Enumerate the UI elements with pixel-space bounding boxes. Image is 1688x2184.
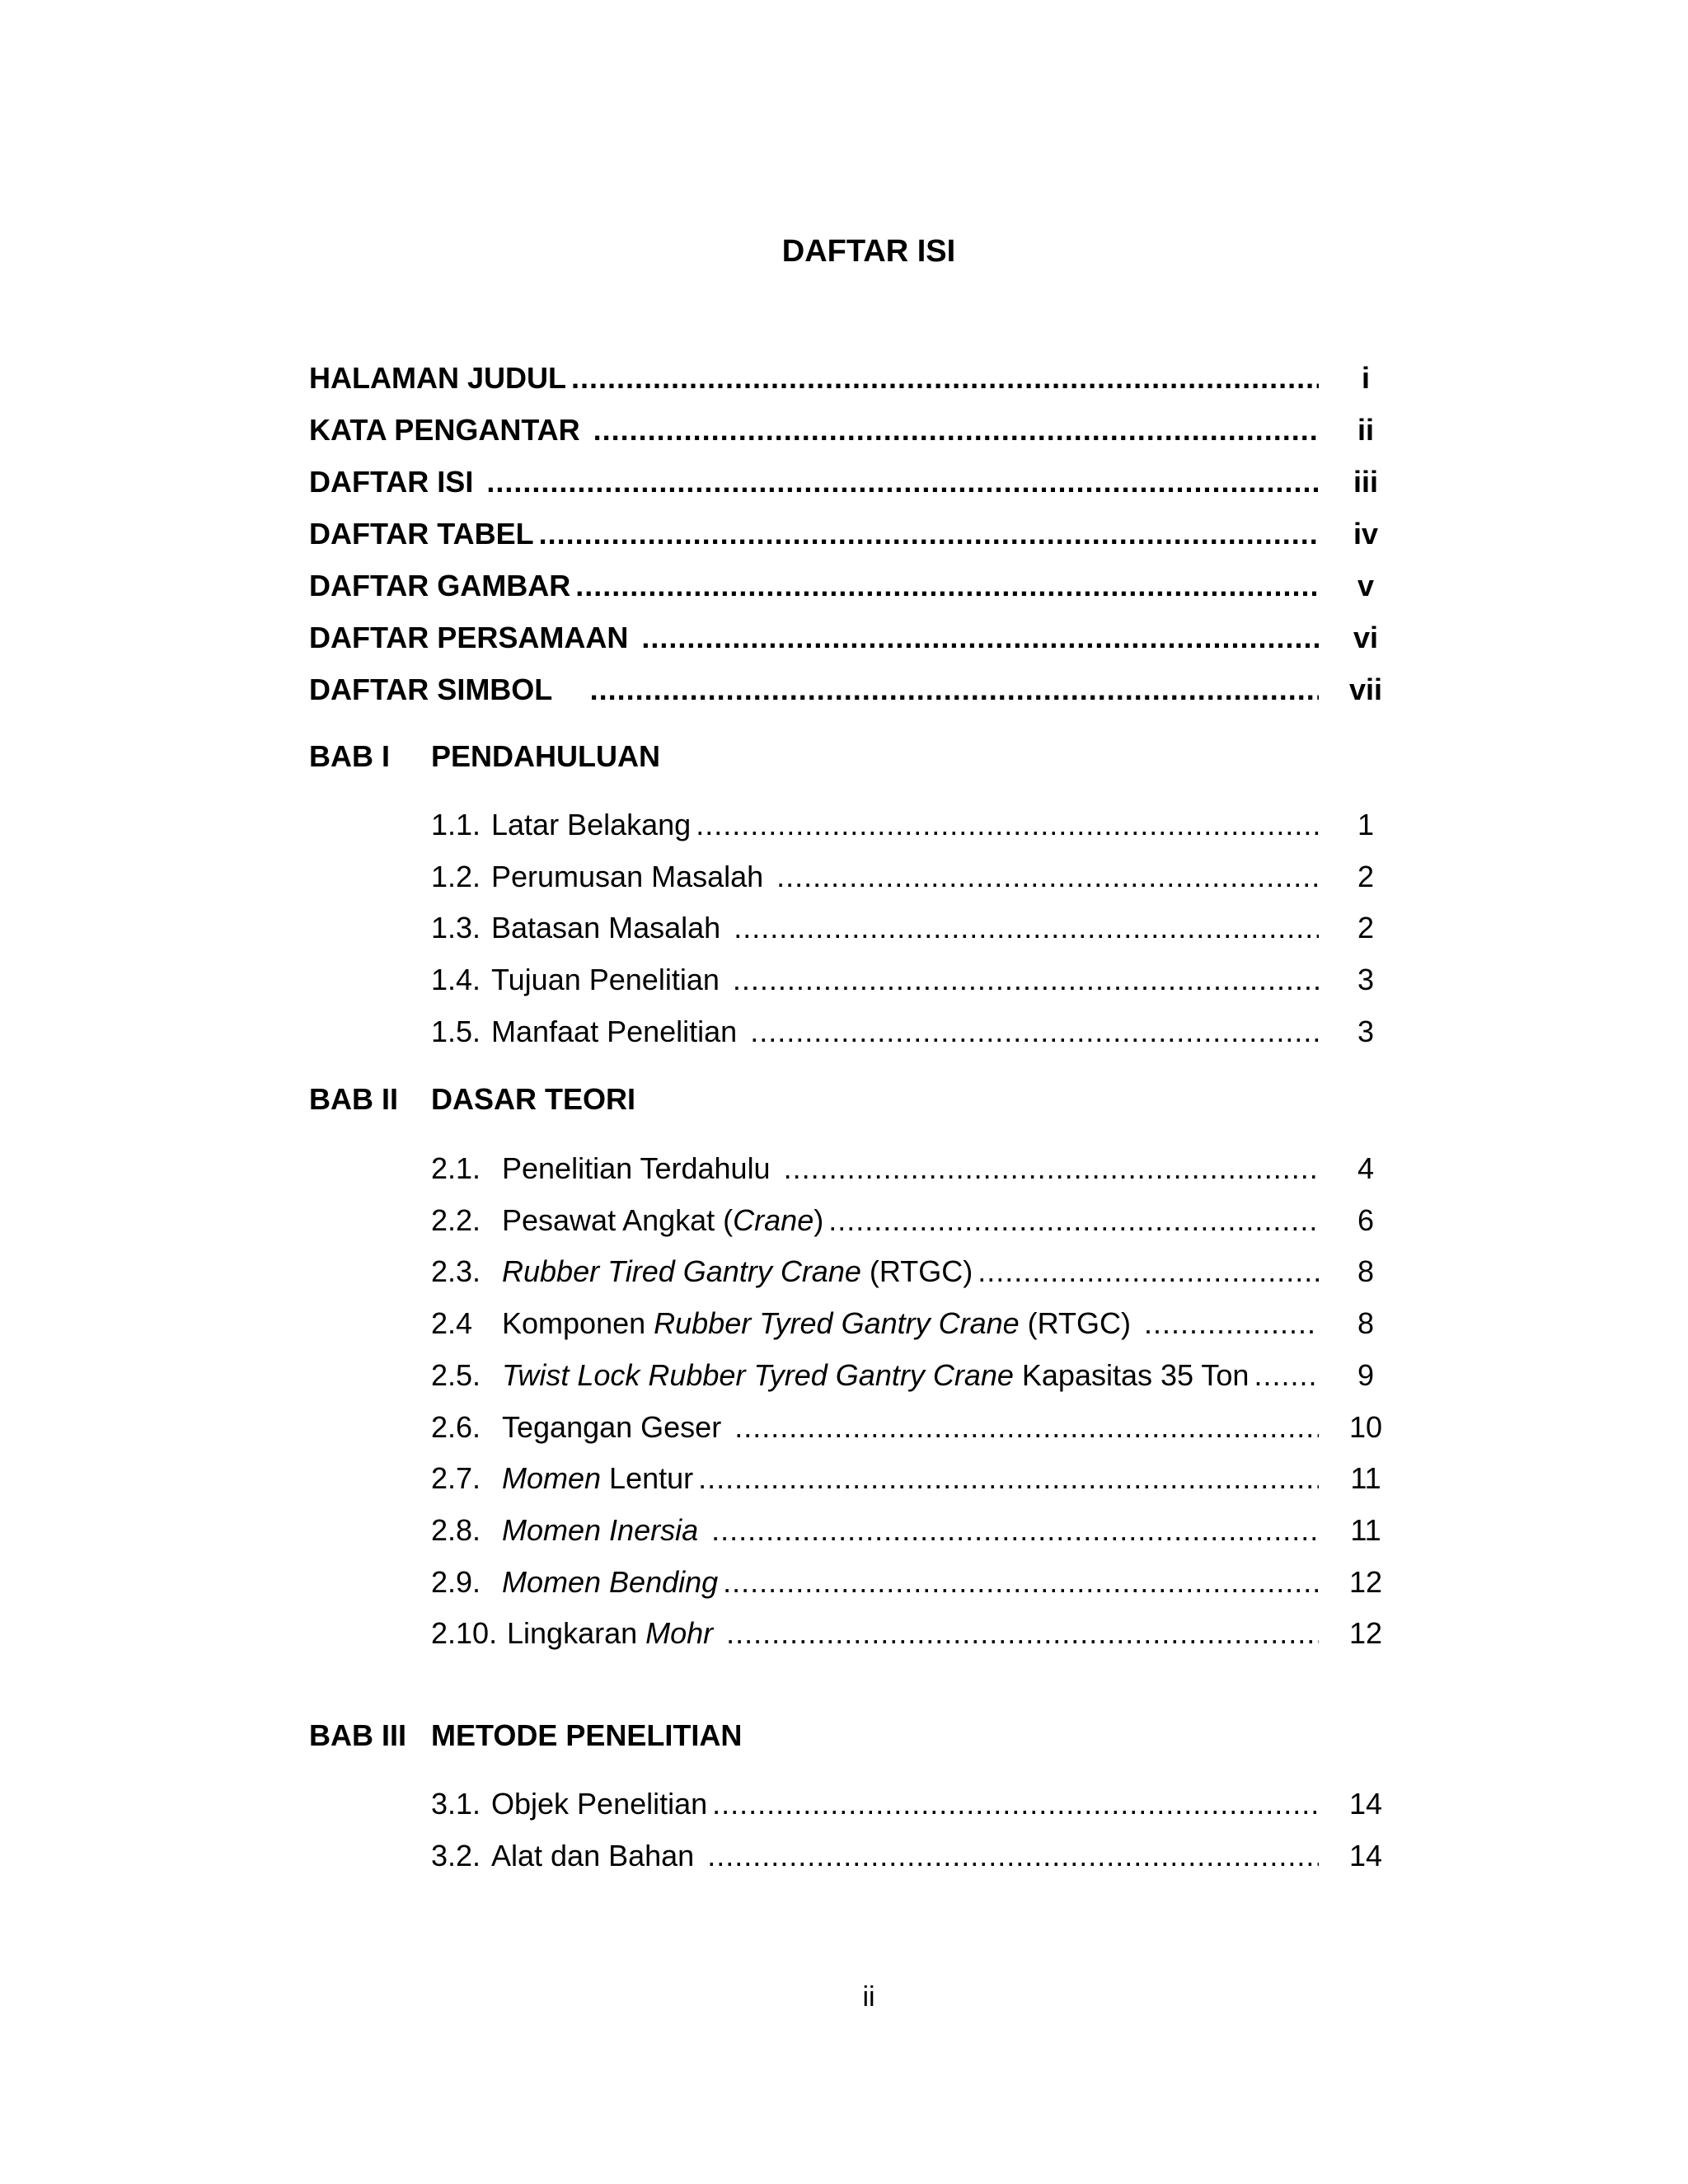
toc-page-number: 11 <box>1350 1513 1381 1547</box>
toc-page-number: 11 <box>1350 1461 1381 1495</box>
dot-leader <box>539 509 1319 560</box>
toc-page-number: iii <box>1353 465 1378 499</box>
section-title-part: Lingkaran <box>507 1616 646 1650</box>
toc-section-entry <box>431 1006 1319 1057</box>
section-title-part: Momen Bending <box>502 1565 719 1599</box>
toc-section-entry <box>431 851 1319 902</box>
toc-page-number: iv <box>1353 517 1379 551</box>
toc-page-number: 14 <box>1348 1787 1383 1821</box>
chapter-title: METODE PENELITIAN <box>431 1718 743 1752</box>
dot-leader <box>726 1608 1319 1659</box>
dot-leader <box>734 1402 1319 1453</box>
toc-section-label <box>431 1608 721 1659</box>
toc-page-number: 2 <box>1357 860 1375 893</box>
toc-entry-label: HALAMAN JUDUL <box>309 361 566 395</box>
dot-leader <box>723 1557 1319 1608</box>
toc-page-number: 6 <box>1357 1203 1375 1237</box>
dot-leader <box>707 1830 1319 1882</box>
dot-leader <box>575 560 1319 612</box>
dot-leader <box>733 954 1319 1005</box>
dot-leader <box>698 1453 1319 1504</box>
section-title-part: Momen <box>502 1461 602 1495</box>
toc-entry <box>309 560 1319 612</box>
toc-section-entry <box>431 799 1319 851</box>
dot-leader <box>696 799 1319 851</box>
toc-page-number: 12 <box>1348 1565 1383 1599</box>
toc-entry <box>309 612 1319 663</box>
section-number: 1.2. <box>431 860 481 893</box>
toc-entry-label: DAFTAR TABEL <box>309 517 534 551</box>
section-number: 2.10. <box>431 1616 498 1650</box>
toc-page-number: 9 <box>1357 1358 1375 1392</box>
section-title-part: Tujuan Penelitian <box>491 963 728 996</box>
toc-entry-label: DAFTAR ISI <box>309 465 482 499</box>
section-title-part: Rubber Tyred Gantry Crane <box>654 1306 1020 1340</box>
section-number: 3.2. <box>431 1839 481 1872</box>
toc-section-label <box>431 799 691 851</box>
section-number: 1.4. <box>431 963 481 996</box>
toc-entry-label: DAFTAR PERSAMAAN <box>309 621 637 654</box>
dot-leader <box>571 353 1319 404</box>
toc-page-number: vii <box>1348 673 1383 706</box>
toc-page-number: 4 <box>1357 1151 1375 1185</box>
section-number: 1.1. <box>431 808 481 841</box>
section-number: 2.5. <box>431 1358 481 1392</box>
toc-page-number: 2 <box>1357 911 1375 944</box>
toc-section-entry <box>431 1505 1319 1556</box>
chapter-title: PENDAHULUAN <box>431 739 660 773</box>
dot-leader <box>711 1505 1319 1556</box>
section-title-part: Lentur <box>601 1461 694 1495</box>
toc-entry <box>309 509 1319 560</box>
toc-section-entry <box>431 1143 1319 1194</box>
toc-section-label <box>431 1402 729 1453</box>
section-title-part: Tegangan Geser <box>502 1410 730 1444</box>
section-title-part: Penelitian Terdahulu <box>502 1151 779 1185</box>
dot-leader <box>486 457 1319 508</box>
section-title-part: Pesawat Angkat ( <box>502 1203 734 1237</box>
toc-section-entry <box>431 902 1319 954</box>
section-title-part: Kapasitas 35 Ton <box>1013 1358 1250 1392</box>
section-title-part: Alat dan Bahan <box>491 1839 703 1872</box>
toc-section-entry <box>431 1608 1319 1659</box>
section-number: 2.1. <box>431 1151 481 1185</box>
toc-section-label <box>431 1298 1139 1349</box>
section-number: 2.4 <box>431 1306 473 1340</box>
dot-leader <box>590 664 1319 715</box>
section-title-part: Batasan Masalah <box>491 911 729 944</box>
toc-page-number: i <box>1361 361 1370 395</box>
toc-page-number: 3 <box>1357 1015 1375 1048</box>
section-title-part: Mohr <box>645 1616 714 1650</box>
toc-section-label <box>431 954 728 1005</box>
toc-page-number: vi <box>1353 621 1379 654</box>
toc-page-number: 8 <box>1357 1306 1375 1340</box>
section-title-part <box>698 1513 706 1547</box>
toc-section-entry <box>431 1350 1319 1401</box>
toc-section-label <box>431 1557 718 1608</box>
dot-leader <box>1144 1298 1319 1349</box>
toc-section-label <box>431 1453 693 1504</box>
chapter-number: BAB I <box>309 739 390 773</box>
toc-section-label <box>431 1143 779 1194</box>
section-title-part: Crane <box>733 1203 814 1237</box>
chapter-title: DASAR TEORI <box>431 1082 636 1116</box>
toc-section-label <box>431 902 729 954</box>
dot-leader <box>593 405 1319 456</box>
toc-page-number: 10 <box>1348 1410 1383 1444</box>
section-number: 2.8. <box>431 1513 481 1547</box>
dot-leader <box>712 1779 1319 1830</box>
section-title-part: Manfaat Penelitian <box>491 1015 746 1048</box>
toc-entry <box>309 353 1319 404</box>
toc-page-number: 1 <box>1357 808 1375 841</box>
section-title-part: ) <box>814 1203 824 1237</box>
section-number: 2.3. <box>431 1254 481 1288</box>
toc-section-entry <box>431 1779 1319 1830</box>
dot-leader <box>734 902 1319 954</box>
section-title-part: Perumusan Masalah <box>491 860 772 893</box>
toc-section-label <box>431 1006 745 1057</box>
toc-page-number: 12 <box>1348 1616 1383 1650</box>
toc-section-label <box>431 1195 823 1246</box>
toc-section-entry <box>431 1298 1319 1349</box>
toc-page-number: 3 <box>1357 963 1375 996</box>
dot-leader <box>776 851 1319 902</box>
toc-page-number: v <box>1357 569 1375 602</box>
section-number: 1.5. <box>431 1015 481 1048</box>
toc-section-entry <box>431 954 1319 1005</box>
dot-leader <box>784 1143 1319 1194</box>
toc-section-entry <box>431 1830 1319 1882</box>
section-title-part: (RTGC) <box>1019 1306 1139 1340</box>
section-number: 1.3. <box>431 911 481 944</box>
page-title: DAFTAR ISI <box>781 234 956 269</box>
section-number: 2.7. <box>431 1461 481 1495</box>
toc-page-number: 14 <box>1348 1839 1383 1872</box>
toc-section-entry <box>431 1402 1319 1453</box>
chapter-number: BAB II <box>309 1082 398 1116</box>
toc-entry <box>309 457 1319 508</box>
dot-leader <box>828 1195 1319 1246</box>
dot-leader <box>641 612 1319 663</box>
page-footer-number: ii <box>862 1981 875 2013</box>
section-title-part: Twist Lock Rubber Tyred Gantry Crane <box>502 1358 1014 1392</box>
toc-section-label <box>431 1779 707 1830</box>
section-number: 2.2. <box>431 1203 481 1237</box>
section-title-part: Rubber Tired Gantry Crane <box>502 1254 861 1288</box>
toc-entry <box>309 405 1319 456</box>
toc-section-label <box>431 1830 702 1882</box>
toc-entry-label: DAFTAR GAMBAR <box>309 569 571 602</box>
toc-section-entry <box>431 1453 1319 1504</box>
toc-section-entry <box>431 1557 1319 1608</box>
toc-section-label <box>431 1505 706 1556</box>
toc-section-entry <box>431 1195 1319 1246</box>
section-title-part: Komponen <box>502 1306 654 1340</box>
chapter-number: BAB III <box>309 1718 407 1752</box>
toc-page-number: ii <box>1357 413 1374 447</box>
section-number: 2.9. <box>431 1565 481 1599</box>
section-title-part: Latar Belakang <box>491 808 692 841</box>
section-title-part: (RTGC) <box>860 1254 973 1288</box>
toc-section-entry <box>431 1246 1319 1297</box>
toc-section-label <box>431 1350 1249 1401</box>
toc-entry-label: DAFTAR SIMBOL <box>309 673 585 706</box>
toc-page-number: 8 <box>1357 1254 1375 1288</box>
dot-leader <box>978 1246 1319 1297</box>
toc-entry-label: KATA PENGANTAR <box>309 413 588 447</box>
section-number: 3.1. <box>431 1787 481 1821</box>
dot-leader <box>750 1006 1319 1057</box>
toc-section-label <box>431 851 771 902</box>
section-title-part <box>713 1616 721 1650</box>
section-number: 2.6. <box>431 1410 481 1444</box>
toc-section-label <box>431 1246 973 1297</box>
section-title-part: Objek Penelitian <box>491 1787 708 1821</box>
dot-leader <box>1254 1350 1319 1401</box>
section-title-part: Momen Inersia <box>502 1513 699 1547</box>
toc-entry <box>309 664 1319 715</box>
